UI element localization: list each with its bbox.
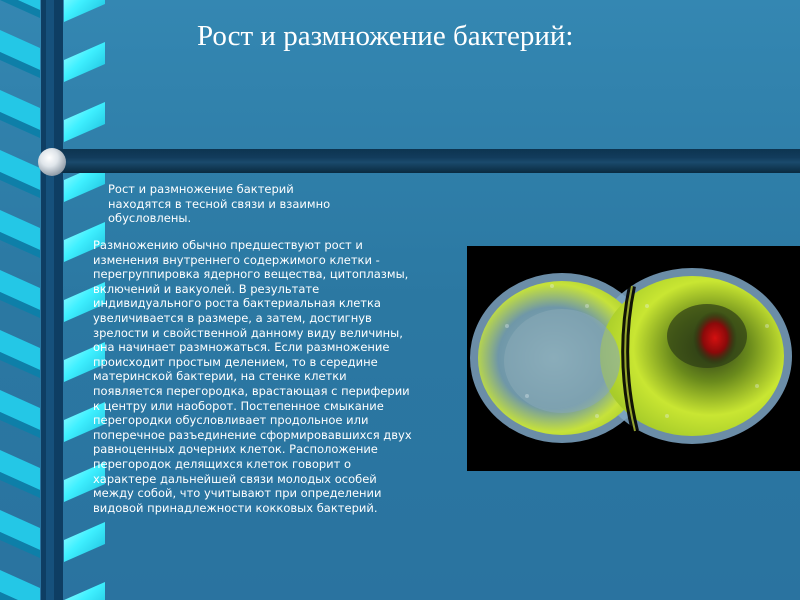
body-line: равноценных дочерних клеток. Расположение	[93, 442, 378, 457]
body-line: изменения внутреннего содержимого клетки -	[93, 252, 380, 267]
body-line: перегородок делящихся клеток говорит о	[93, 456, 352, 471]
intro-line: Рост и размножение бактерий	[108, 182, 294, 196]
body-line: между собой, что учитывают при определении	[93, 486, 382, 501]
body-line: поперечное разъединение сформировавшихся двух	[93, 427, 412, 442]
intro-line: находятся в тесной связи и взаимно	[108, 196, 331, 211]
body-line: появляется перегородка, врастающая с периферии	[93, 383, 410, 398]
body-line: характере дальнейшей связи молодых особей	[93, 471, 377, 486]
body-line: зрелости и свойственной данному виду величины,	[93, 325, 403, 340]
body-line: перегородки обусловливает продольное или	[93, 413, 369, 428]
divider-knob	[38, 148, 66, 176]
bacteria-micrograph	[467, 246, 800, 471]
body-line: происходит простым делением, то в середине	[93, 354, 378, 369]
body-line: материнской бактерии, на стенке клетки	[93, 369, 347, 384]
body-line: включений и вакуолей. В результате	[93, 281, 320, 296]
body-line: к центру или наоборот. Постепенное смыкание	[93, 398, 384, 413]
intro-paragraph	[108, 182, 408, 226]
body-line: перегруппировка ядерного вещества, цитоплазмы,	[93, 267, 409, 282]
slide-title: Рост и размножение бактерий:	[197, 20, 574, 52]
intro-line: обусловлены.	[108, 211, 192, 226]
body-line: увеличивается в размере, а затем, достигнув	[93, 310, 372, 325]
body-line: индивидуального роста бактериальная клетка	[93, 296, 381, 311]
body-paragraph	[93, 238, 463, 515]
body-line: видовой принадлежности кокковых бактерий.	[93, 500, 378, 515]
title-divider	[52, 149, 800, 173]
body-line: Размножению обычно предшествуют рост и	[93, 238, 363, 252]
body-line: она начинает размножаться. Если размножение	[93, 340, 390, 355]
